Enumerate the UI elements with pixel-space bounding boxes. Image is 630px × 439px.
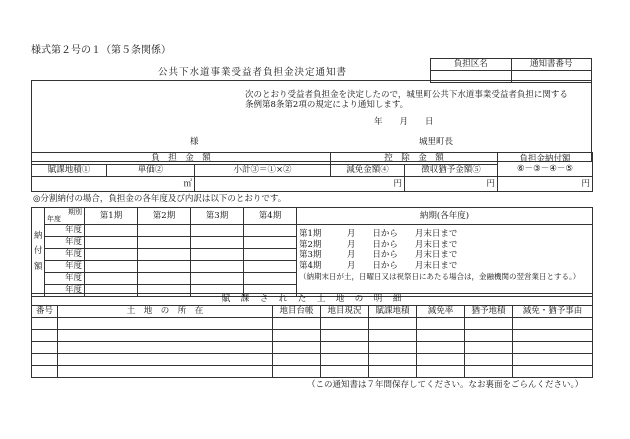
installment-table	[31, 207, 593, 297]
table-cell[interactable]	[321, 330, 369, 342]
table-cell[interactable]	[465, 366, 513, 378]
payment-value[interactable]: 円	[498, 177, 593, 192]
column-exemption-rate: 減免率	[417, 306, 465, 318]
table-cell[interactable]	[369, 354, 417, 366]
installment-cell[interactable]	[138, 273, 191, 285]
land-table	[31, 293, 593, 378]
deadline-period-3: 第3期 月 日から 月末日まで	[299, 250, 458, 261]
table-cell[interactable]	[32, 342, 58, 354]
installment-cell[interactable]	[244, 249, 297, 261]
table-cell[interactable]	[417, 318, 465, 330]
table-cell[interactable]	[513, 318, 593, 330]
intro-text-line-2: 条例第8条第2項の規定により通知します。	[245, 100, 409, 110]
table-cell[interactable]	[58, 342, 273, 354]
year-row-5[interactable]: 年度	[45, 273, 85, 285]
installment-cell[interactable]	[244, 237, 297, 249]
table-cell[interactable]	[58, 330, 273, 342]
subtotal-value[interactable]: 円	[195, 177, 405, 192]
column-registered-category: 地目台帳	[273, 306, 321, 318]
installment-cell[interactable]	[191, 273, 244, 285]
table-row	[32, 342, 593, 354]
exemption-label: 減免金額④	[331, 165, 405, 177]
installment-cell[interactable]	[191, 237, 244, 249]
installment-cell[interactable]	[191, 249, 244, 261]
payment-amount-header: 負担金納付額 ⑥－③－④－⑤	[498, 153, 593, 177]
area-label: 賦課地積①	[32, 165, 107, 177]
table-cell[interactable]	[273, 366, 321, 378]
deadline-header: 納期(各年度)	[297, 208, 593, 225]
table-row	[32, 366, 593, 378]
district-label: 負担区名	[431, 59, 512, 71]
page-title: 公共下水道事業受益者負担金決定通知書	[158, 67, 348, 78]
table-cell[interactable]	[32, 330, 58, 342]
table-cell[interactable]	[513, 366, 593, 378]
table-cell[interactable]	[465, 318, 513, 330]
deadline-period-1: 第1期 月 日から 月末日まで	[299, 229, 458, 239]
year-row-4[interactable]: 年度	[45, 261, 85, 273]
deadline-period-2: 第2期 月 日から 月末日まで	[299, 239, 458, 250]
installment-cell[interactable]	[244, 225, 297, 237]
column-reason: 減免・猶予事由	[513, 306, 593, 318]
issue-date: 年 月 日	[374, 117, 434, 127]
installment-cell[interactable]	[138, 237, 191, 249]
installment-cell[interactable]	[138, 261, 191, 273]
table-cell[interactable]	[465, 354, 513, 366]
area-value[interactable]: ㎡	[32, 177, 195, 192]
year-row-1[interactable]: 年度	[45, 225, 85, 237]
installment-cell[interactable]	[85, 237, 138, 249]
table-cell[interactable]	[369, 366, 417, 378]
installment-cell[interactable]	[138, 249, 191, 261]
installment-cell[interactable]	[85, 273, 138, 285]
unit-price-label: 単価②	[107, 165, 195, 177]
table-cell[interactable]	[273, 318, 321, 330]
period-column-3: 第3期	[191, 208, 244, 225]
column-number: 番号	[32, 306, 58, 318]
table-cell[interactable]	[417, 330, 465, 342]
table-cell[interactable]	[58, 366, 273, 378]
deadline-period-4: 第4期 月 日から 月末日まで	[299, 260, 458, 271]
deadline-details	[297, 225, 593, 297]
amount-table	[31, 152, 593, 192]
table-cell[interactable]	[58, 318, 273, 330]
deadline-note: （納期末日が土，日曜日又は祝祭日にあたる場合は，金融機関の翌営業日とする。）	[299, 271, 581, 281]
period-column-1: 第1期	[85, 208, 138, 225]
deduction-amount-header: 控 除 金 額	[331, 153, 498, 165]
table-cell[interactable]	[32, 366, 58, 378]
installment-cell[interactable]	[191, 261, 244, 273]
installment-cell[interactable]	[244, 273, 297, 285]
form-number: 様式第２号の１（第５条関係）	[31, 45, 171, 56]
land-table-title: 賦 課 さ れ た 土 地 の 明 細	[32, 294, 593, 306]
period-column-4: 第4期	[244, 208, 297, 225]
table-cell[interactable]	[321, 366, 369, 378]
table-cell[interactable]	[513, 354, 593, 366]
column-location: 土 地 の 所 在	[58, 306, 273, 318]
footer-note: （この通知書は７年間保存してください。なお裏面をごらんください。）	[307, 380, 584, 390]
column-deferred-area: 猶予地積	[465, 306, 513, 318]
installment-note: ◎分割納付の場合，負担金の各年度及び内訳は以下のとおりです。	[33, 194, 287, 204]
payment-formula: ⑥－③－④－⑤	[517, 163, 574, 174]
recipient-suffix: 様	[190, 137, 199, 147]
collection-deferral-label: 徴収猶予金額⑤	[405, 165, 498, 177]
period-year-corner: 期別 年度	[45, 208, 85, 225]
table-cell[interactable]	[513, 342, 593, 354]
intro-text-line-1: 次のとおり受益者負担金を決定したので，城里町公共下水道事業受益者負担に関する	[245, 90, 568, 100]
table-cell[interactable]	[321, 318, 369, 330]
year-row-6[interactable]: 年度	[45, 285, 85, 297]
column-assessed-area: 賦課地積	[369, 306, 417, 318]
installment-cell[interactable]	[85, 225, 138, 237]
table-cell[interactable]	[513, 330, 593, 342]
table-cell[interactable]	[369, 318, 417, 330]
notice-number-label: 通知書番号	[511, 59, 592, 71]
table-row	[32, 318, 593, 330]
issuer-name: 城里町長	[419, 137, 454, 147]
table-cell[interactable]	[417, 354, 465, 366]
table-cell[interactable]	[32, 318, 58, 330]
installment-cell[interactable]	[85, 249, 138, 261]
table-cell[interactable]	[369, 330, 417, 342]
table-cell[interactable]	[321, 354, 369, 366]
column-current-category: 地目現況	[321, 306, 369, 318]
burden-amount-header: 負 担 金 額	[32, 153, 331, 165]
table-cell[interactable]	[465, 342, 513, 354]
year-row-2[interactable]: 年度	[45, 237, 85, 249]
installment-cell[interactable]	[85, 261, 138, 273]
table-cell[interactable]	[369, 342, 417, 354]
table-cell[interactable]	[465, 330, 513, 342]
installment-cell[interactable]	[191, 225, 244, 237]
year-row-3[interactable]: 年度	[45, 249, 85, 261]
table-cell[interactable]	[273, 354, 321, 366]
period-column-2: 第2期	[138, 208, 191, 225]
payment-side-label: 納 付 額	[32, 208, 45, 297]
table-cell[interactable]	[58, 354, 273, 366]
installment-cell[interactable]	[244, 261, 297, 273]
table-row	[32, 330, 593, 342]
subtotal-label: 小計③＝①×②	[195, 165, 331, 177]
table-cell[interactable]	[273, 342, 321, 354]
table-cell[interactable]	[417, 342, 465, 354]
table-cell[interactable]	[32, 354, 58, 366]
table-cell[interactable]	[273, 330, 321, 342]
installment-cell[interactable]	[138, 225, 191, 237]
table-row	[32, 354, 593, 366]
deduction-value[interactable]: 円	[405, 177, 498, 192]
table-cell[interactable]	[417, 366, 465, 378]
table-cell[interactable]	[321, 342, 369, 354]
